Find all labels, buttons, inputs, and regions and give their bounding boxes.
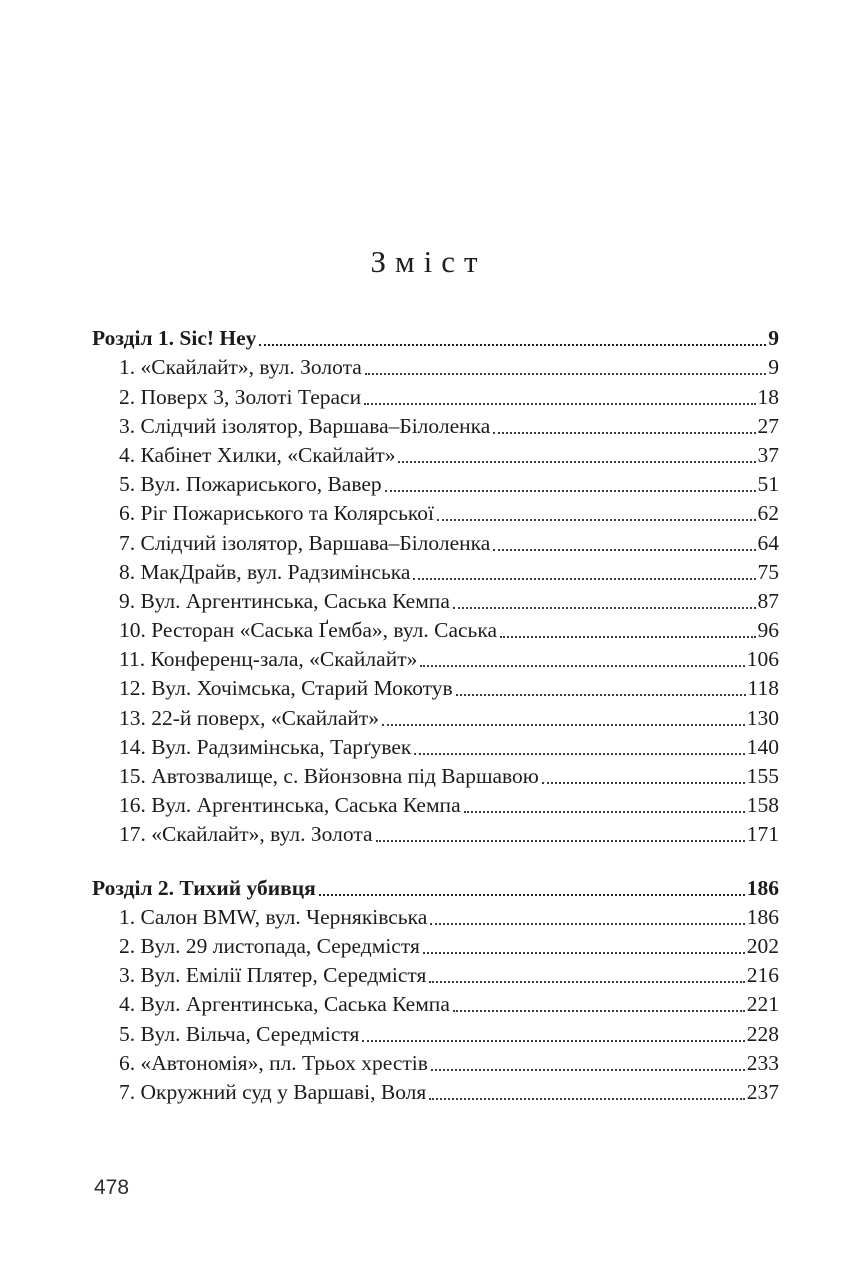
toc-entry <box>92 439 779 468</box>
toc-entry <box>92 760 779 789</box>
toc-chapter-page: 9 <box>768 326 779 351</box>
toc-entry <box>92 959 779 988</box>
dot-leader <box>398 461 755 463</box>
toc-entry <box>92 380 779 409</box>
toc-entry-page: 18 <box>757 384 779 409</box>
toc-entry <box>92 731 779 760</box>
toc-entry-page: 118 <box>747 676 779 701</box>
dot-leader <box>364 403 755 405</box>
toc-entry-page: 64 <box>757 530 779 555</box>
toc-entry-page: 96 <box>757 618 779 643</box>
toc-chapter-row <box>92 322 779 351</box>
dot-leader <box>453 607 756 609</box>
dot-leader <box>413 578 755 580</box>
toc-entry-label: 7. Окружний суд у Варшаві, Воля <box>119 1079 427 1104</box>
toc-entry-page: 216 <box>746 963 779 988</box>
toc-entry-page: 51 <box>757 472 779 497</box>
toc-entry-label: 12. Вул. Хочімська, Старий Мокотув <box>119 676 453 701</box>
dot-leader <box>437 519 756 521</box>
toc-entry <box>92 930 779 959</box>
dot-leader <box>456 694 746 696</box>
toc-entry-page: 158 <box>746 793 779 818</box>
toc-entry <box>92 672 779 701</box>
dot-leader <box>430 923 744 925</box>
dot-leader <box>453 1010 745 1012</box>
dot-leader <box>420 665 744 667</box>
toc-entry-page: 130 <box>746 705 779 730</box>
toc-entry <box>92 585 779 614</box>
toc-entry-label: 6. Ріг Пожариського та Колярської <box>119 501 434 526</box>
toc-entry-page: 202 <box>746 933 779 958</box>
toc-entry-label: 15. Автозвалище, с. Вйонзовна під Варшавою <box>119 764 539 788</box>
toc-entry-label: 3. Слідчий ізолятор, Варшава–Білоленка <box>119 413 491 438</box>
toc-chapter-title: Розділ 1. Sic! Hey <box>92 326 257 351</box>
toc-entry-page: 87 <box>757 588 779 613</box>
toc-entry-label: 11. Конференц-зала, «Скайлайт» <box>119 647 418 672</box>
toc-entry-label: 13. 22-й поверх, «Скайлайт» <box>119 705 380 730</box>
toc-entry <box>92 497 779 526</box>
toc-entry-page: 140 <box>746 734 779 759</box>
dot-leader <box>382 724 745 726</box>
toc-entry <box>92 789 779 818</box>
toc-entry-page: 37 <box>757 442 779 467</box>
toc-chapter-row <box>92 871 779 900</box>
toc-entry-label: 2. Поверх 3, Золоті Тераси <box>119 384 362 409</box>
toc-entry-label: 5. Вул. Пожариського, Вавер <box>119 472 382 497</box>
toc-entry <box>92 901 779 930</box>
toc-section-2 <box>92 871 779 1105</box>
dot-leader <box>376 840 745 842</box>
toc-entry <box>92 988 779 1017</box>
dot-leader <box>259 344 766 346</box>
toc-entry-label: 17. «Скайлайт», вул. Золота <box>119 822 373 847</box>
toc-entry <box>92 526 779 555</box>
dot-leader <box>493 432 755 434</box>
toc-entry-page: 171 <box>746 822 779 847</box>
toc-entry <box>92 556 779 585</box>
toc-entry-page: 9 <box>768 355 779 380</box>
toc-entry <box>92 1047 779 1076</box>
page-title: Зміст <box>370 244 487 279</box>
toc-entry-label: 14. Вул. Радзимінська, Тарґувек <box>119 734 412 759</box>
dot-leader <box>414 753 744 755</box>
toc-entry-page: 155 <box>746 764 779 788</box>
toc-entry <box>92 614 779 643</box>
toc-entry-label: 8. МакДрайв, вул. Радзимінська <box>119 559 411 584</box>
dot-leader <box>500 636 755 638</box>
toc-entry-label: 16. Вул. Аргентинська, Саська Кемпа <box>119 793 461 818</box>
folio-page-number: 478 <box>94 1176 130 1199</box>
toc-entry-page: 186 <box>746 904 779 929</box>
dot-leader <box>362 1040 744 1042</box>
toc-entry-label: 4. Кабінет Хилки, «Скайлайт» <box>119 442 396 467</box>
dot-leader <box>431 1069 745 1071</box>
dot-leader <box>423 952 745 954</box>
toc-entry-label: 10. Ресторан «Саська Ґемба», вул. Саська <box>119 618 498 643</box>
toc-entry <box>92 410 779 439</box>
toc-entry-label: 6. «Автономія», пл. Трьох хрестів <box>119 1050 428 1075</box>
table-of-contents <box>92 322 779 1105</box>
toc-entry-page: 237 <box>746 1079 779 1104</box>
toc-section-1 <box>92 322 779 847</box>
dot-leader <box>429 981 744 983</box>
toc-entry-page: 62 <box>757 501 779 526</box>
dot-leader <box>319 894 745 896</box>
dot-leader <box>464 811 745 813</box>
toc-entry <box>92 1017 779 1046</box>
toc-entry-page: 27 <box>757 413 779 438</box>
toc-entry-label: 5. Вул. Вільча, Середмістя <box>119 1021 360 1046</box>
dot-leader <box>385 490 756 492</box>
toc-chapter-title: Розділ 2. Тихий убивця <box>92 875 316 900</box>
toc-entry-label: 7. Слідчий ізолятор, Варшава–Білоленка <box>119 530 491 555</box>
toc-entry <box>92 818 779 847</box>
toc-entry-page: 221 <box>746 992 779 1017</box>
toc-entry-page: 228 <box>746 1021 779 1046</box>
toc-entry-label: 2. Вул. 29 листопада, Середмістя <box>119 933 420 958</box>
dot-leader <box>429 1098 744 1100</box>
dot-leader <box>493 549 755 551</box>
dot-leader <box>365 373 766 375</box>
toc-entry <box>92 643 779 672</box>
toc-entry-page: 233 <box>746 1050 779 1075</box>
toc-entry-label: 9. Вул. Аргентинська, Саська Кемпа <box>119 588 450 613</box>
toc-chapter-page: 186 <box>746 875 779 900</box>
toc-entry-page: 106 <box>746 647 779 672</box>
toc-entry <box>92 351 779 380</box>
toc-entry <box>92 1076 779 1105</box>
toc-entry-label: 4. Вул. Аргентинська, Саська Кемпа <box>119 992 450 1017</box>
toc-entry <box>92 468 779 497</box>
toc-entry-label: 1. «Скайлайт», вул. Золота <box>119 355 362 380</box>
toc-entry-label: 3. Вул. Емілії Плятер, Середмістя <box>119 963 427 988</box>
toc-entry-page: 75 <box>757 559 779 584</box>
dot-leader <box>542 782 745 784</box>
toc-entry <box>92 701 779 730</box>
toc-entry-label: 1. Салон BMW, вул. Черняківська <box>119 904 428 929</box>
